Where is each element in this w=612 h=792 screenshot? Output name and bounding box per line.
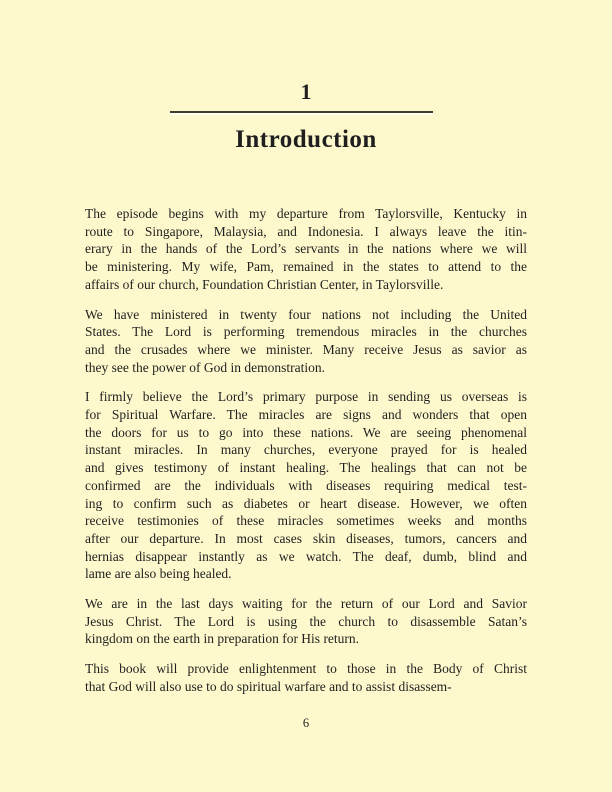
text-line: ing to confirm such as diabetes or heart disease. However, we often xyxy=(85,495,527,511)
text-line: and the crusades where we minister. Many receive Jesus as savior as xyxy=(85,341,527,357)
text-line: the doors for us to go into these nations. We are seeing phenomenal xyxy=(85,424,527,440)
text-line: affairs of our church, Foundation Christian Center, in Taylorsville. xyxy=(85,276,444,292)
chapter-title: Introduction xyxy=(235,126,377,153)
text-line: they see the power of God in demonstration. xyxy=(85,359,325,375)
text-line: be ministering. My wife, Pam, remained in the states to attend to the xyxy=(85,259,527,275)
page-number: 6 xyxy=(302,716,310,730)
text-line: lame are also being healed. xyxy=(85,566,232,582)
text-line: route to Singapore, Malaysia, and Indonesia. I always leave the itin- xyxy=(85,223,527,239)
text-line: States. The Lord is performing tremendous miracles in the churches xyxy=(85,324,527,340)
paragraph xyxy=(85,595,527,648)
paragraph xyxy=(85,660,527,695)
paragraph xyxy=(85,205,527,294)
text-line: for Spiritual Warfare. The miracles are signs and wonders that open xyxy=(85,407,527,423)
text-line: erary in the hands of the Lord’s servants in the nations where we will xyxy=(85,241,527,257)
text-line: We are in the last days waiting for the return of our Lord and Savior xyxy=(85,596,527,612)
text-line: confirmed are the individuals with diseases requiring medical test- xyxy=(85,477,527,493)
text-line: that God will also use to do spiritual warfare and to assist disassem- xyxy=(85,678,452,694)
text-line: Jesus Christ. The Lord is using the church to disassemble Satan’s xyxy=(85,613,527,629)
text-line: after our departure. In most cases skin diseases, tumors, cancers and xyxy=(85,530,527,546)
text-line: and gives testimony of instant healing. The healings that can not be xyxy=(85,460,527,476)
text-line: I firmly believe the Lord’s primary purpose in sending us overseas is xyxy=(85,389,527,405)
text-line: The episode begins with my departure from Taylorsville, Kentucky in xyxy=(85,206,527,221)
chapter-divider-rule xyxy=(170,111,433,115)
text-line: hernias disappear instantly as we watch. The deaf, dumb, blind and xyxy=(85,548,527,564)
paragraph xyxy=(85,388,527,583)
text-line: We have ministered in twenty four nations not including the United xyxy=(85,306,527,322)
text-line: This book will provide enlightenment to those in the Body of Christ xyxy=(85,661,527,677)
body-text xyxy=(85,205,527,696)
chapter-number: 1 xyxy=(300,79,312,104)
text-line: receive testimonies of these miracles sometimes weeks and months xyxy=(85,513,527,529)
text-line: instant miracles. In many churches, everyone prayed for is healed xyxy=(85,442,527,458)
paragraph xyxy=(85,306,527,377)
text-line: kingdom on the earth in preparation for His return. xyxy=(85,631,360,647)
